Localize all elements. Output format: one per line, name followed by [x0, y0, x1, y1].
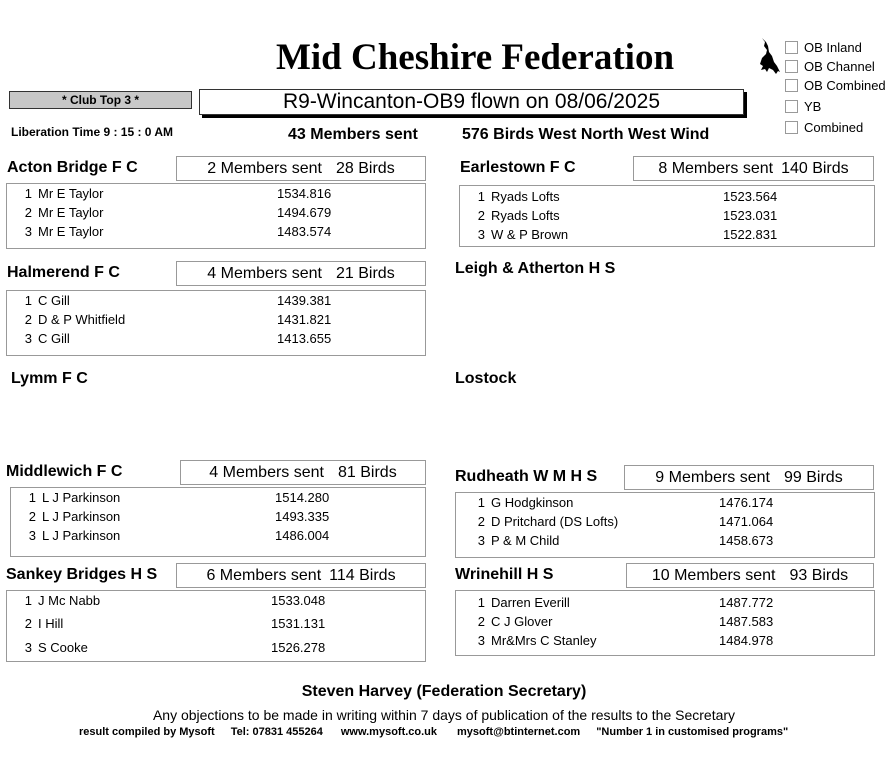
- members-sent: 8 Members sent: [658, 159, 774, 177]
- email-link[interactable]: mysoft@btinternet.com: [457, 726, 581, 738]
- members-sent: 10 Members sent: [651, 566, 776, 584]
- results-earlestown: 1 Ryads Lofts 1523.564 2 Ryads Lofts 1523.031 3 W & P Brown 1522.831: [459, 185, 875, 247]
- members-sent: 4 Members sent: [209, 463, 324, 481]
- sent-box-rudheath: [624, 465, 874, 490]
- club-top-label: * Club Top 3 *: [9, 91, 192, 109]
- club-name-leigh-atherton: Leigh & Atherton H S: [455, 260, 616, 277]
- club-name-halmerend: Halmerend F C: [7, 264, 120, 281]
- telephone: Tel: 07831 455264: [230, 726, 323, 738]
- members-sent: 4 Members sent: [207, 264, 322, 282]
- checkbox-icon[interactable]: [785, 60, 798, 73]
- sent-box-halmerend: [176, 261, 426, 286]
- birds-sent: 28 Birds: [336, 159, 395, 177]
- results-acton-bridge: 1 Mr E Taylor 1534.816 2 Mr E Taylor 1494.679 3 Mr E Taylor 1483.574: [6, 183, 426, 249]
- category-label: Combined: [804, 120, 864, 135]
- category-label: OB Inland: [804, 40, 862, 55]
- category-combined[interactable]: [785, 120, 863, 135]
- category-ob-combined[interactable]: [785, 78, 886, 93]
- birds-sent: 140 Birds: [781, 159, 849, 177]
- members-sent: 6 Members sent: [206, 566, 322, 584]
- members-sent: 2 Members sent: [207, 159, 322, 177]
- checkbox-icon[interactable]: [785, 41, 798, 54]
- birds-sent: 93 Birds: [789, 566, 849, 584]
- club-name-lostock: Lostock: [455, 370, 517, 387]
- results-middlewich: 1 L J Parkinson 1514.280 2 L J Parkinson 1493.335 3 L J Parkinson 1486.004: [10, 487, 426, 557]
- members-sent: 9 Members sent: [655, 468, 770, 486]
- birds-sent: 99 Birds: [784, 468, 843, 486]
- category-ob-channel[interactable]: [785, 59, 875, 74]
- club-name-earlestown: Earlestown F C: [460, 159, 576, 176]
- sent-box-sankey-bridges: [176, 563, 426, 588]
- results-rudheath: 1 G Hodgkinson 1476.174 2 D Pritchard (DS Lofts) 1471.064 3 P & M Child 1458.673: [455, 492, 875, 558]
- liberation-time: Liberation Time 9 : 15 : 0 AM: [11, 125, 174, 139]
- birds-sent: 114 Birds: [329, 566, 396, 584]
- results-sankey-bridges: 1 J Mc Nabb 1533.048 2 I Hill 1531.131 3 S Cooke 1526.278: [6, 590, 426, 662]
- checkbox-icon[interactable]: [785, 79, 798, 92]
- sent-box-earlestown: [633, 156, 874, 181]
- checkbox-icon[interactable]: [785, 121, 798, 134]
- checkbox-icon[interactable]: [785, 100, 798, 113]
- total-members-sent: 43 Members sent: [288, 126, 418, 143]
- results-halmerend: 1 C Gill 1439.381 2 D & P Whitfield 1431.821 3 C Gill 1413.655: [6, 290, 426, 356]
- page-title: Mid Cheshire Federation: [275, 37, 675, 78]
- sent-box-acton-bridge: [176, 156, 426, 181]
- club-name-middlewich: Middlewich F C: [6, 463, 123, 480]
- sent-box-wrinehill: [626, 563, 874, 588]
- birds-sent: 21 Birds: [336, 264, 395, 282]
- category-yb[interactable]: [785, 99, 821, 114]
- footer-credits: [79, 726, 788, 738]
- club-name-lymm: Lymm F C: [11, 370, 88, 387]
- objections-notice: Any objections to be made in writing within 7 days of publication of the results to the Secretary: [152, 707, 736, 723]
- club-name-sankey-bridges: Sankey Bridges H S: [6, 566, 158, 583]
- club-name-acton-bridge: Acton Bridge F C: [7, 159, 138, 176]
- tagline: "Number 1 in customised programs": [596, 726, 789, 738]
- compiled-by: result compiled by Mysoft: [79, 726, 215, 738]
- total-birds-wind: 576 Birds West North West Wind: [462, 126, 710, 143]
- results-wrinehill: 1 Darren Everill 1487.772 2 C J Glover 1487.583 3 Mr&Mrs C Stanley 1484.978: [455, 590, 875, 656]
- category-label: OB Channel: [804, 59, 875, 74]
- race-title: R9-Wincanton-OB9 flown on 08/06/2025: [199, 89, 744, 115]
- club-name-rudheath: Rudheath W M H S: [455, 468, 598, 485]
- pigeon-logo-icon: [756, 36, 782, 76]
- category-label: YB: [804, 99, 822, 114]
- website-link[interactable]: www.mysoft.co.uk: [340, 726, 438, 738]
- birds-sent: 81 Birds: [338, 463, 397, 481]
- category-label: OB Combined: [804, 78, 886, 93]
- club-name-wrinehill: Wrinehill H S: [455, 566, 554, 583]
- federation-secretary: Steven Harvey (Federation Secretary): [301, 683, 587, 700]
- sent-box-middlewich: [180, 460, 426, 485]
- category-ob-inland[interactable]: [785, 40, 862, 55]
